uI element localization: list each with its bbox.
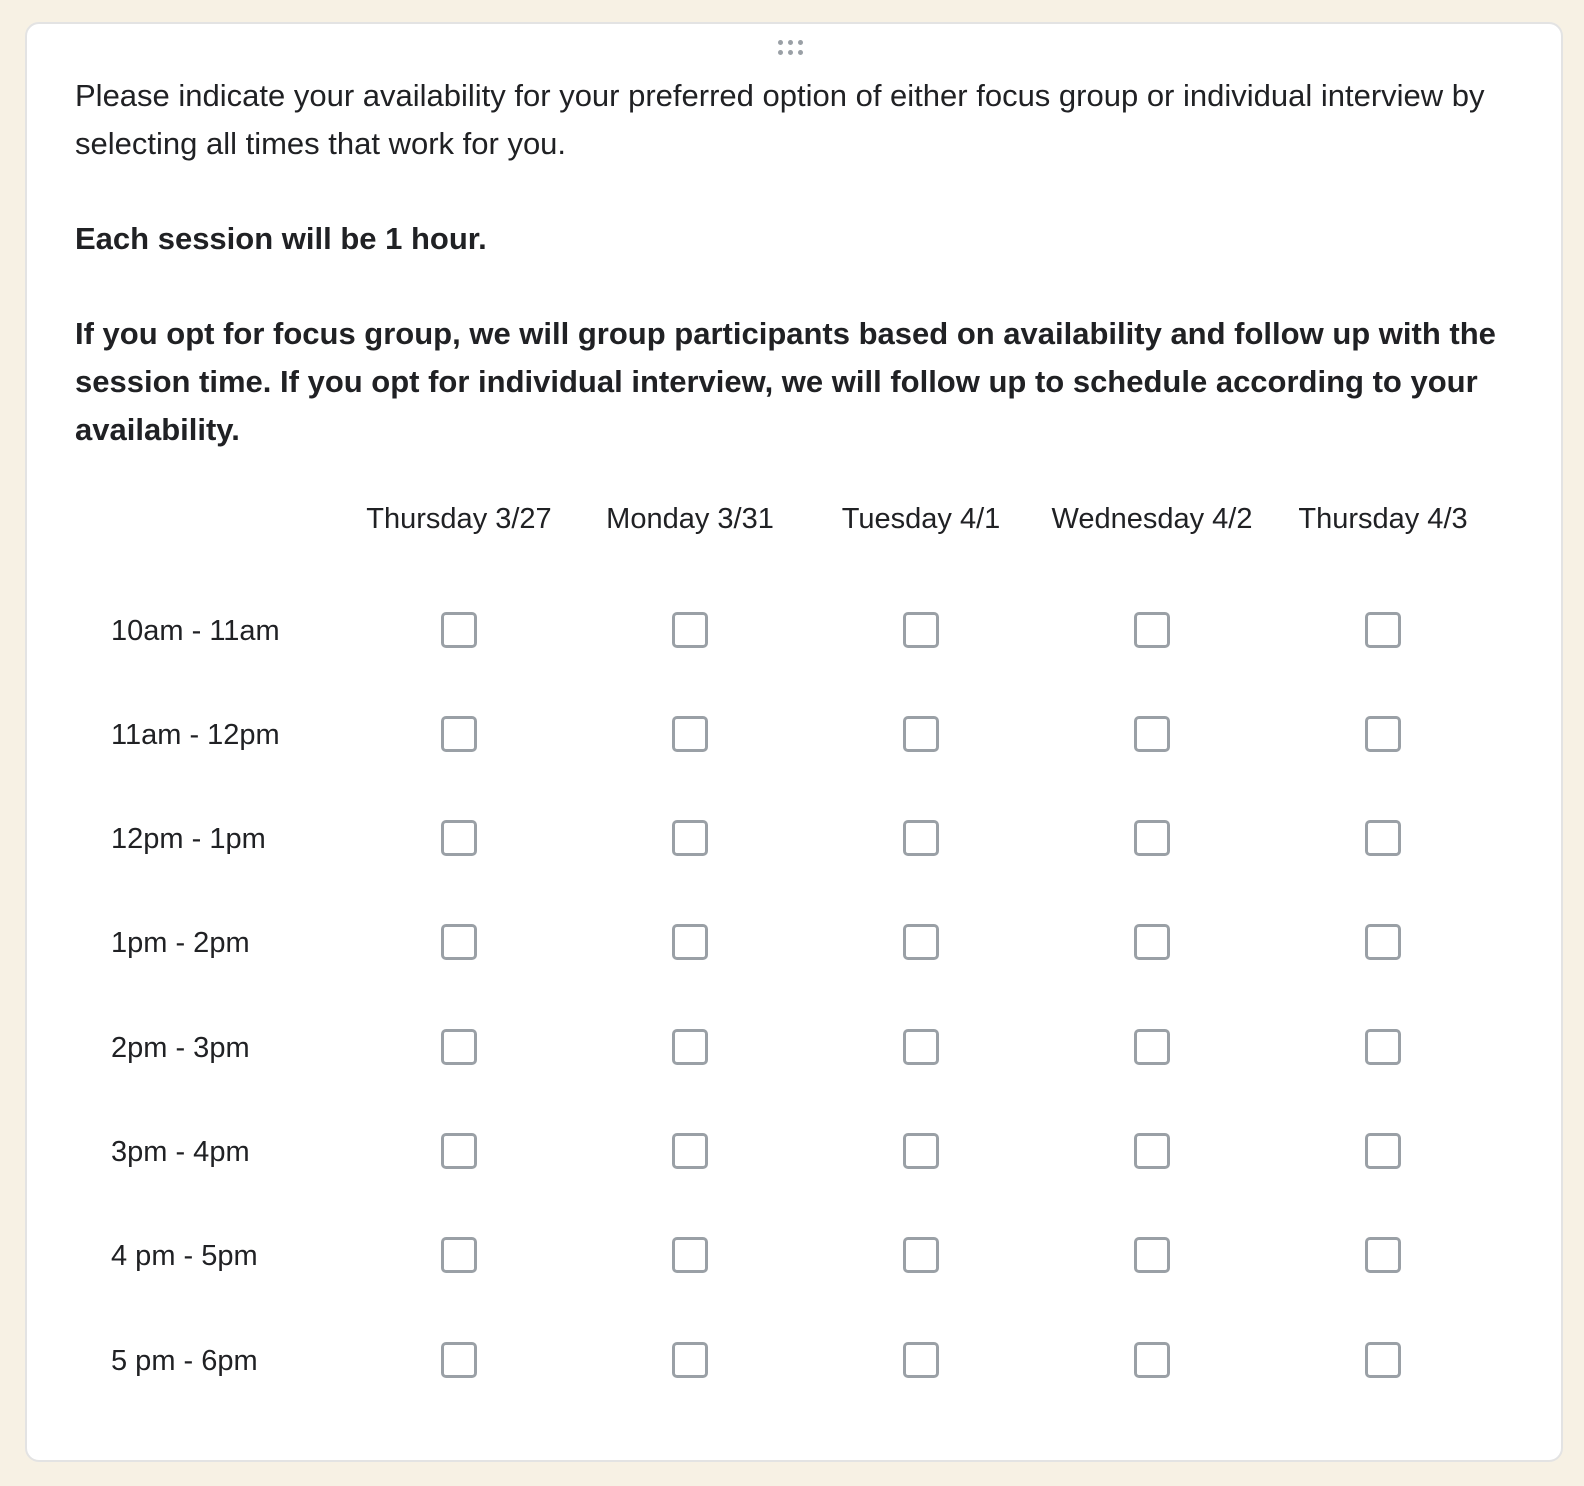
row-label: 2pm - 3pm bbox=[111, 1032, 250, 1064]
column-header: Monday 3/31 bbox=[606, 503, 774, 535]
scheduling-note: If you opt for focus group, we will group participants based on availability and follow up with the session time. If you opt for individual interview, we will follow up to schedule according to your availability. bbox=[75, 316, 1496, 447]
row-label: 11am - 12pm bbox=[111, 719, 280, 751]
availability-checkbox[interactable] bbox=[1134, 716, 1170, 752]
availability-checkbox[interactable] bbox=[672, 1029, 708, 1065]
question-card bbox=[25, 22, 1563, 1462]
availability-checkbox[interactable] bbox=[672, 1342, 708, 1378]
grid-row bbox=[27, 604, 1565, 664]
availability-checkbox[interactable] bbox=[672, 716, 708, 752]
column-header: Thursday 4/3 bbox=[1298, 503, 1468, 535]
availability-checkbox[interactable] bbox=[441, 820, 477, 856]
row-label: 10am - 11am bbox=[111, 615, 280, 647]
drag-handle-icon[interactable] bbox=[778, 40, 810, 56]
availability-checkbox[interactable] bbox=[1134, 820, 1170, 856]
availability-checkbox[interactable] bbox=[903, 716, 939, 752]
grid-row bbox=[27, 1125, 1565, 1185]
availability-checkbox[interactable] bbox=[672, 924, 708, 960]
availability-checkbox[interactable] bbox=[1365, 1133, 1401, 1169]
question-text: Please indicate your availability for your preferred option of either focus group or individual interview by selecting all times that work for you. bbox=[75, 78, 1485, 161]
availability-checkbox[interactable] bbox=[903, 1029, 939, 1065]
availability-checkbox[interactable] bbox=[672, 820, 708, 856]
row-label: 5 pm - 6pm bbox=[111, 1345, 258, 1377]
availability-checkbox[interactable] bbox=[1365, 716, 1401, 752]
grid-row bbox=[27, 708, 1565, 768]
question-description bbox=[75, 72, 1515, 454]
availability-checkbox[interactable] bbox=[1134, 924, 1170, 960]
column-header: Thursday 3/27 bbox=[366, 503, 552, 535]
availability-checkbox[interactable] bbox=[903, 924, 939, 960]
grid-row bbox=[27, 1229, 1565, 1289]
row-label: 12pm - 1pm bbox=[111, 823, 266, 855]
availability-checkbox[interactable] bbox=[1134, 1237, 1170, 1273]
availability-checkbox[interactable] bbox=[1365, 1029, 1401, 1065]
availability-checkbox[interactable] bbox=[903, 820, 939, 856]
availability-checkbox[interactable] bbox=[1365, 924, 1401, 960]
availability-checkbox[interactable] bbox=[1134, 1133, 1170, 1169]
availability-checkbox[interactable] bbox=[903, 1342, 939, 1378]
grid-row bbox=[27, 812, 1565, 872]
availability-checkbox[interactable] bbox=[672, 1133, 708, 1169]
availability-checkbox[interactable] bbox=[672, 1237, 708, 1273]
availability-checkbox[interactable] bbox=[441, 1133, 477, 1169]
availability-checkbox[interactable] bbox=[672, 612, 708, 648]
grid-row bbox=[27, 1334, 1565, 1394]
availability-checkbox[interactable] bbox=[1365, 820, 1401, 856]
availability-checkbox[interactable] bbox=[441, 612, 477, 648]
availability-checkbox[interactable] bbox=[441, 716, 477, 752]
column-header: Tuesday 4/1 bbox=[841, 503, 1001, 535]
availability-checkbox[interactable] bbox=[441, 1029, 477, 1065]
row-label: 1pm - 2pm bbox=[111, 927, 250, 959]
availability-checkbox[interactable] bbox=[1134, 612, 1170, 648]
grid-row bbox=[27, 1021, 1565, 1081]
availability-checkbox[interactable] bbox=[1365, 1237, 1401, 1273]
row-label: 3pm - 4pm bbox=[111, 1136, 250, 1168]
session-length-note: Each session will be 1 hour. bbox=[75, 221, 487, 256]
availability-checkbox[interactable] bbox=[441, 1342, 477, 1378]
column-header: Wednesday 4/2 bbox=[1051, 503, 1253, 535]
availability-checkbox[interactable] bbox=[1134, 1342, 1170, 1378]
availability-checkbox[interactable] bbox=[903, 1133, 939, 1169]
availability-checkbox[interactable] bbox=[1134, 1029, 1170, 1065]
availability-checkbox[interactable] bbox=[903, 1237, 939, 1273]
grid-row bbox=[27, 916, 1565, 976]
availability-checkbox[interactable] bbox=[441, 924, 477, 960]
availability-checkbox[interactable] bbox=[441, 1237, 477, 1273]
row-label: 4 pm - 5pm bbox=[111, 1240, 258, 1272]
availability-checkbox[interactable] bbox=[903, 612, 939, 648]
availability-checkbox[interactable] bbox=[1365, 1342, 1401, 1378]
availability-checkbox[interactable] bbox=[1365, 612, 1401, 648]
